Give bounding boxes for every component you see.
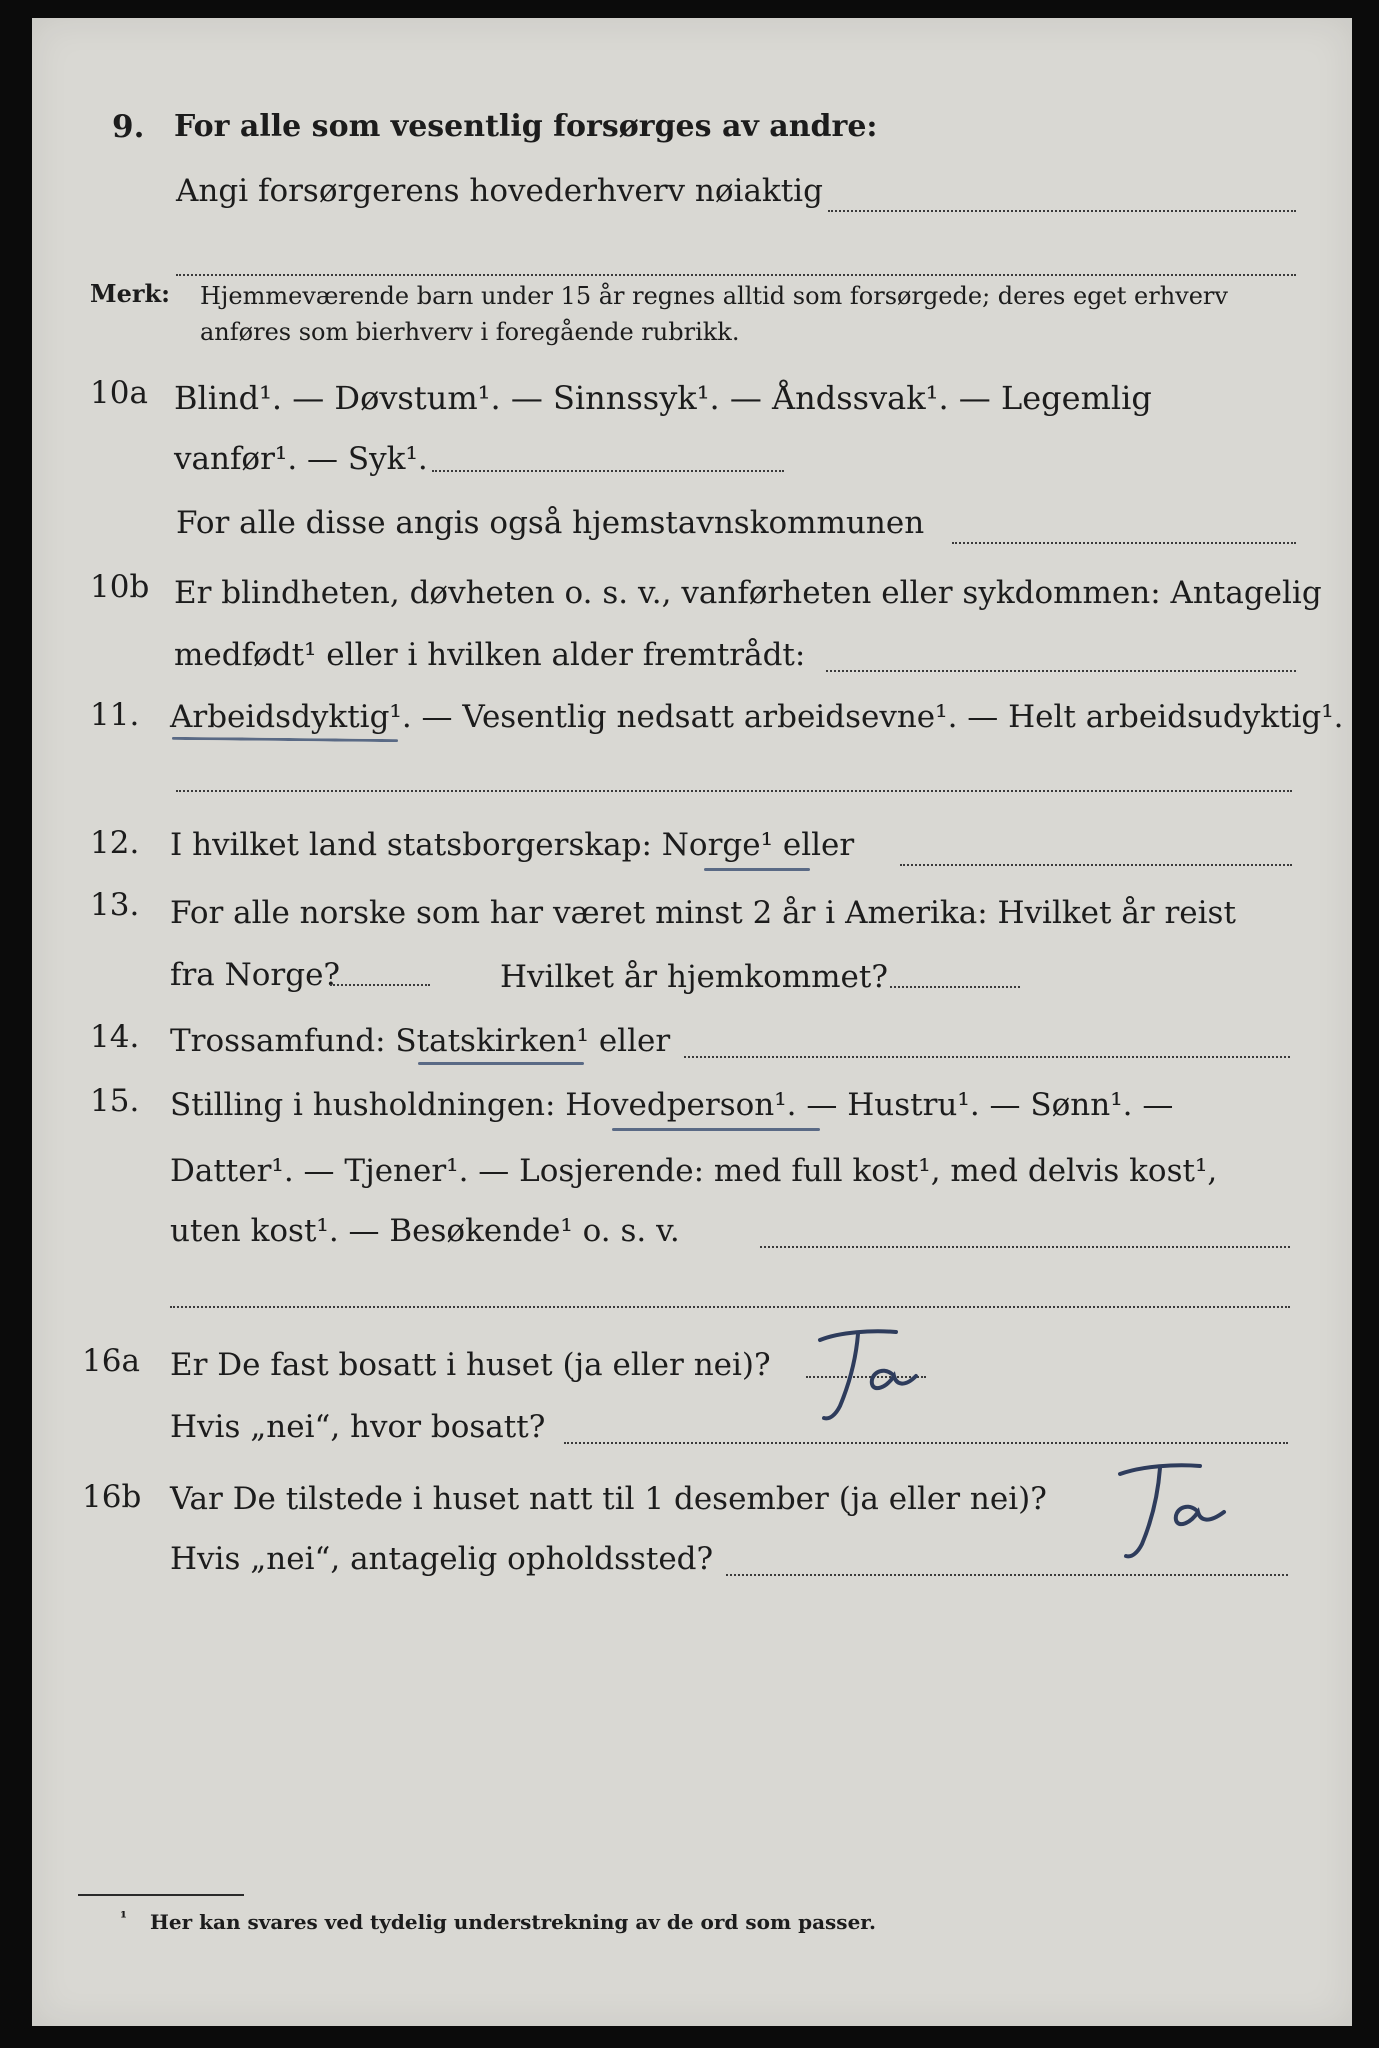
q10b-line-2: medfødt¹ eller i hvilken alder fremtrådt: <box>174 637 806 673</box>
q10b-number: 10b <box>90 569 150 605</box>
q9-title: For alle som vesentlig forsørges av andre: <box>174 109 878 144</box>
q14-answer-line[interactable] <box>684 1056 1290 1058</box>
q13-line-1: For alle norske som har været minst 2 år i Amerika: Hvilket år reist <box>170 895 1236 931</box>
q10b-line-1: Er blindheten, døvheten o. s. v., vanførheten eller sykdommen: Antagelig <box>174 575 1322 611</box>
q14-number: 14. <box>90 1019 140 1055</box>
q10a-home-answer-line[interactable] <box>952 542 1296 544</box>
q11-answer-line[interactable] <box>176 790 1292 792</box>
q11-number: 11. <box>90 697 140 733</box>
q10b-answer-line[interactable] <box>826 670 1296 672</box>
q9-answer-line-2[interactable] <box>176 274 1296 276</box>
q15-line-1: Stilling i husholdningen: Hovedperson¹. — Hustru¹. — Sønn¹. — <box>170 1087 1174 1123</box>
q16b-line-2: Hvis „nei“, antagelig opholdssted? <box>170 1541 714 1577</box>
merk-label: Merk: <box>90 279 170 308</box>
q13-line-2a: fra Norge? <box>170 957 341 993</box>
q13-number: 13. <box>90 887 140 923</box>
footnote-divider <box>78 1894 244 1896</box>
q15-line-3: uten kost¹. — Besøkende¹ o. s. v. <box>170 1213 680 1249</box>
q10a-line-1: Blind¹. — Døvstum¹. — Sinnssyk¹. — Åndssvak¹. — Legemlig <box>174 379 1152 417</box>
q12-line-1: I hvilket land statsborgerskap: Norge¹ eller <box>170 827 855 863</box>
merk-line-2: anføres som bierhverv i foregående rubrikk. <box>200 318 740 346</box>
q15-answer-line-2[interactable] <box>170 1306 1290 1308</box>
q12-answer-underline <box>704 868 810 871</box>
q16a-line-2: Hvis „nei“, hvor bosatt? <box>170 1409 546 1445</box>
q10a-line-3: For alle disse angis også hjemstavnskommunen <box>176 505 925 541</box>
q15-number: 15. <box>90 1083 140 1119</box>
q13-year-returned-line[interactable] <box>890 986 1020 988</box>
footnote-text: Her kan svares ved tydelig understrekning av de ord som passer. <box>150 1910 876 1934</box>
q14-answer-underline <box>418 1062 584 1065</box>
footnote-mark: ¹ <box>120 1908 128 1927</box>
q16b-line-1: Var De tilstede i huset natt til 1 desember (ja eller nei)? <box>170 1481 1047 1517</box>
q14-line-1: Trossamfund: Statskirken¹ eller <box>170 1023 671 1059</box>
q13-year-left-line[interactable] <box>330 984 430 986</box>
q10a-line-2: vanfør¹. — Syk¹. <box>174 441 428 477</box>
q15-answer-underline <box>612 1128 820 1131</box>
q15-line-2: Datter¹. — Tjener¹. — Losjerende: med full kost¹, med delvis kost¹, <box>170 1153 1218 1189</box>
q16b-handwritten-answer <box>1096 1448 1246 1568</box>
q9-text: Angi forsørgerens hovederhverv nøiaktig <box>176 173 823 209</box>
q16a-line-1: Er De fast bosatt i huset (ja eller nei)? <box>170 1347 771 1383</box>
q16a-handwritten-answer <box>800 1318 940 1428</box>
q12-answer-line[interactable] <box>900 864 1292 866</box>
q12-number: 12. <box>90 825 140 861</box>
q16b-number: 16b <box>82 1479 142 1515</box>
q9-answer-line[interactable] <box>828 210 1296 212</box>
q11-line-1: Arbeidsdyktig¹. — Vesentlig nedsatt arbeidsevne¹. — Helt arbeidsudyktig¹. <box>170 699 1344 735</box>
q10a-answer-line[interactable] <box>432 470 784 472</box>
q9-number: 9. <box>112 109 145 145</box>
merk-line-1: Hjemmeværende barn under 15 år regnes alltid som forsørgede; deres eget erhverv <box>200 282 1228 310</box>
q16b-whereabouts-line[interactable] <box>726 1574 1288 1576</box>
q13-line-2b: Hvilket år hjemkommet? <box>500 959 888 995</box>
q15-answer-line[interactable] <box>760 1246 1290 1248</box>
q16a-residence-line[interactable] <box>564 1442 1288 1444</box>
q10a-number: 10a <box>90 375 148 411</box>
q16a-number: 16a <box>82 1343 140 1379</box>
